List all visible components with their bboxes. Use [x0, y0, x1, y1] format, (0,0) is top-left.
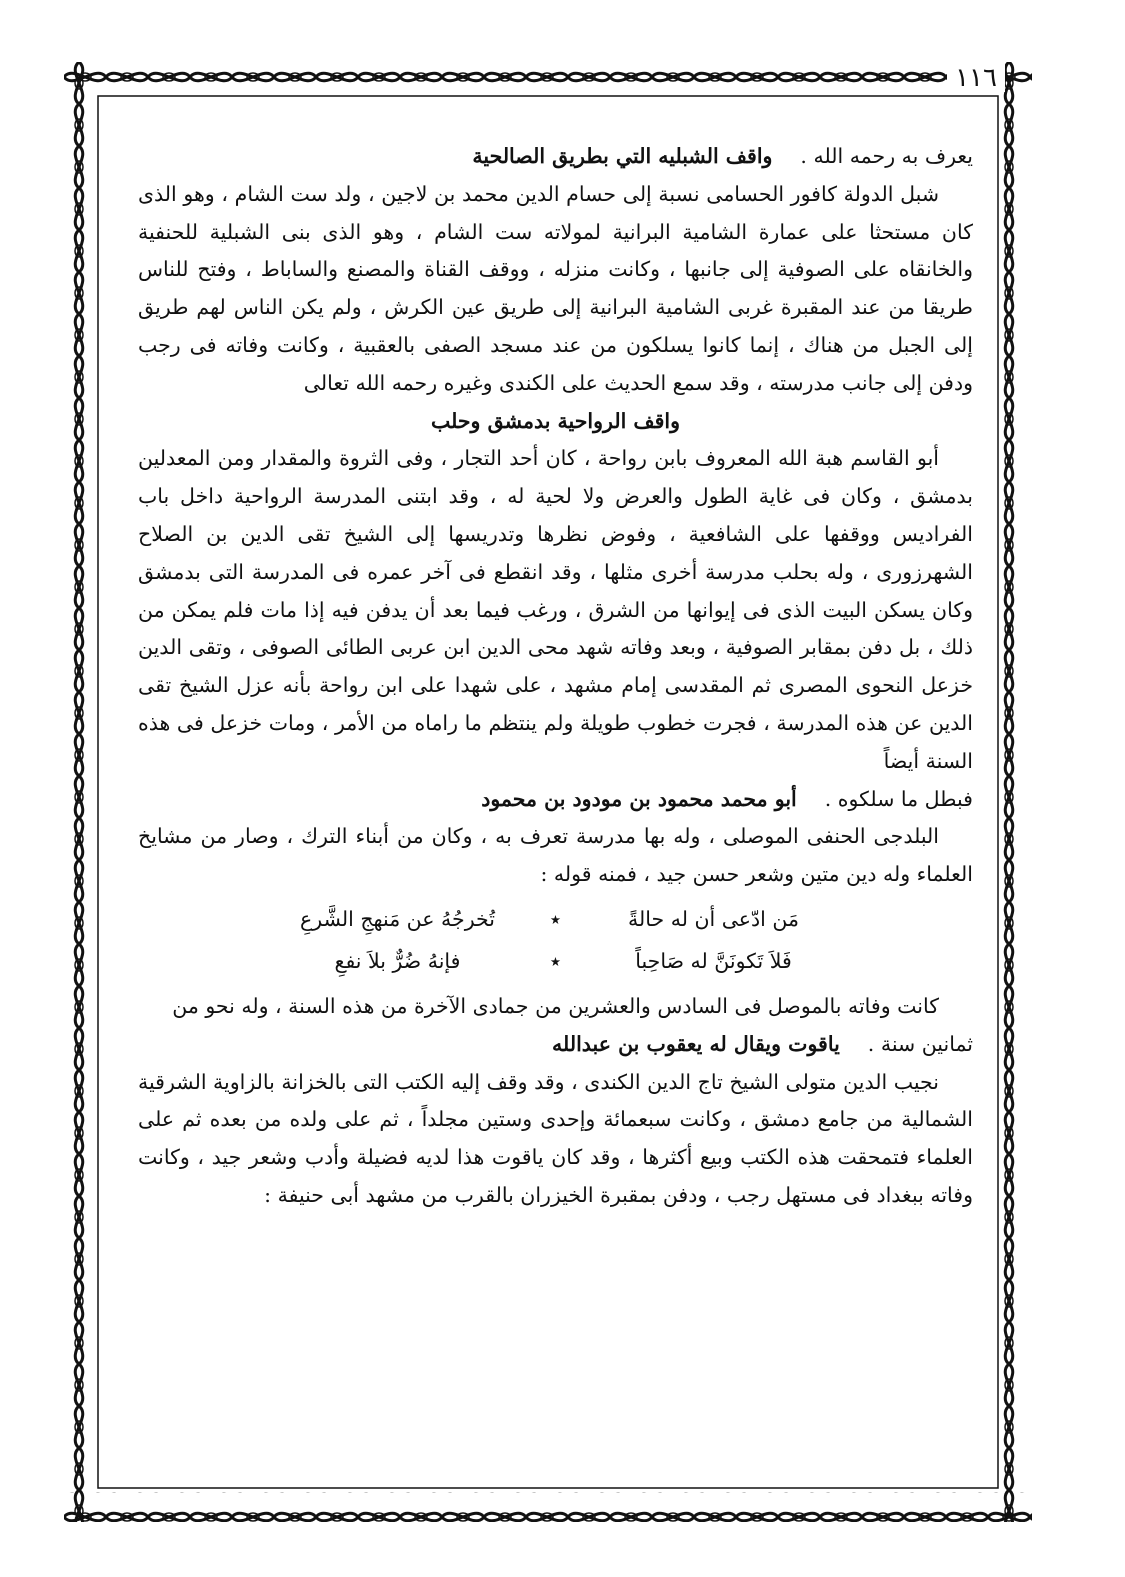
second-hemistich: فإنهُ ضُرٌّ بلاَ نفعِ	[334, 948, 461, 973]
paragraph: نجيب الدين متولى الشيخ تاج الدين الكندى ، وقد وقف إليه الكتب التى بالخزانة بالزاوية الشرقية الشمالية من جامع دمشق ، وكانت سبعمائة وإحدى وستين مجلداً ، ثم على ولده من بعده ثم على العلماء فتمحقت هذه الكتب وبيع أكثرها ، وقد كان ياقوت هذا لديه فضيلة وأدب وشعر جيد ، وكانت وفاته ببغداد فى مستهل رجب ، ودفن بمقبرة الخيزران بالقرب من مشهد أبى حنيفة :	[138, 1069, 973, 1207]
closing-text: ثمانين سنة .	[867, 1031, 973, 1056]
paragraph: أبو القاسم هبة الله المعروف بابن رواحة ، كان أحد التجار ، وفى الثروة والمقدار ومن المعدلين بدمشق ، وكان فى غاية الطول والعرض ولا لحية له ، وقد ابتنى المدرسة الرواحية داخل باب الفراديس ووقفها على الشافعية ، وفوض نظرها وتدريسها إلى الشيخ تقى الدين بن الصلاح الشهرزورى ، وله بحلب مدرسة أخرى مثلها ، وقد انقطع فى آخر عمره فى المدرسة التى بدمشق وكان يسكن البيت الذى فى إيوانها من الشرق ، ورغب فيما بعد أن يدفن فيه إذا مات فلم يمكن من ذلك ، بل دفن بمقابر الصوفية ، وبعد وفاته شهد محى الدين ابن عربى الطائى الصوفى ، وتقى الدين خزعل النحوى المصرى ثم المقدسى إمام مشهد ، على شهدا على ابن رواحة بأنه عزل الشيخ تقى الدين عن هذه المدرسة ، فجرت خطوب طويلة ولم ينتظم ما راماه من الأمر ، ومات خزعل فى هذه السنة أيضاً	[138, 446, 973, 773]
section-heading: واقف الشبليه التي بطريق الصالحية	[472, 144, 773, 168]
poem	[138, 898, 973, 982]
verse-separator-icon: ٭	[549, 948, 562, 973]
section-heading: ياقوت ويقال له يعقوب بن عبدالله	[552, 1031, 840, 1056]
closing-text: يعرف به رحمه الله .	[800, 144, 973, 168]
poem-verse	[138, 940, 973, 982]
poem-verse	[138, 898, 973, 940]
paragraph: كانت وفاته بالموصل فى السادس والعشرين من جمادى الآخرة من هذه السنة ، وله نحو من	[172, 993, 939, 1018]
section-heading: واقف الرواحية بدمشق وحلب	[430, 408, 681, 433]
page-number: ١١٦	[947, 64, 1005, 92]
section-heading-line	[138, 1026, 973, 1064]
verse-separator-icon: ٭	[549, 906, 562, 931]
section-heading-line	[138, 781, 973, 819]
page-body	[138, 138, 973, 1215]
section-heading-line	[138, 138, 973, 176]
closing-text: فبطل ما سلكوه .	[824, 786, 973, 811]
paragraph: البلدجى الحنفى الموصلى ، وله بها مدرسة تعرف به ، وكان من أبناء الترك ، وصار من مشايخ العلماء وله دين متين وشعر حسن جيد ، فمنه قوله :	[138, 824, 973, 887]
section-heading: أبو محمد محمود بن مودود بن محمود	[481, 786, 797, 811]
paragraph: شبل الدولة كافور الحسامى نسبة إلى حسام الدين محمد بن لاجين ، ولد ست الشام ، وهو الذى كان مستحثا على عمارة الشامية البرانية لمولاته ست الشام ، وهو الذى بنى الشبلية للحنفية والخانقاه على الصوفية إلى جانبها ، وكانت منزله ، ووقف القناة والمصنع والساباط ، وفتح للناس طريقا من عند المقبرة غربى الشامية البرانية إلى طريق عين الكرش ، ولم يكن الناس لهم طريق إلى الجبل من هناك ، إنما كانوا يسلكون من عند مسجد الصفى بالعقبية ، وكانت وفاته فى رجب ودفن إلى جانب مدرسته ، وقد سمع الحديث على الكندى وغيره رحمه الله تعالى	[138, 181, 973, 395]
first-hemistich: مَن ادّعى أن له حالةً	[628, 906, 799, 931]
second-hemistich: تُخرجُهُ عن مَنهجِ الشَّرعِ	[300, 906, 495, 931]
first-hemistich: فَلاَ تَكونَنَّ له صَاحِباً	[635, 948, 792, 973]
